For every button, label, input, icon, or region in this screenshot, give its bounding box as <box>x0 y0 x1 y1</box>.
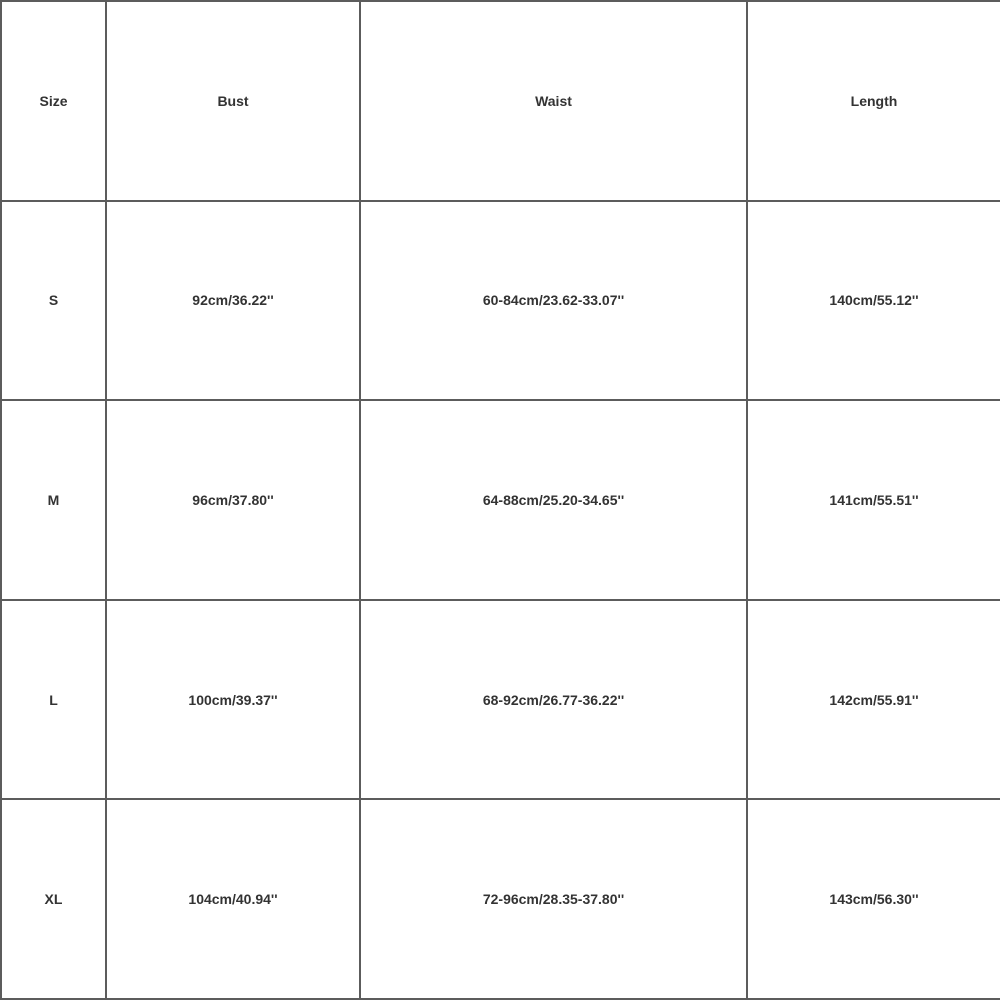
cell-length: 143cm/56.30'' <box>747 799 1000 999</box>
cell-size: L <box>1 600 106 800</box>
table-row <box>1 600 1000 800</box>
cell-size: S <box>1 201 106 401</box>
header-length: Length <box>747 1 1000 201</box>
header-size: Size <box>1 1 106 201</box>
cell-size: XL <box>1 799 106 999</box>
cell-length: 142cm/55.91'' <box>747 600 1000 800</box>
cell-bust: 100cm/39.37'' <box>106 600 360 800</box>
table-row <box>1 201 1000 401</box>
header-bust: Bust <box>106 1 360 201</box>
header-waist: Waist <box>360 1 747 201</box>
table-row <box>1 799 1000 999</box>
cell-waist: 64-88cm/25.20-34.65'' <box>360 400 747 600</box>
cell-bust: 92cm/36.22'' <box>106 201 360 401</box>
cell-length: 141cm/55.51'' <box>747 400 1000 600</box>
cell-bust: 104cm/40.94'' <box>106 799 360 999</box>
cell-size: M <box>1 400 106 600</box>
cell-length: 140cm/55.12'' <box>747 201 1000 401</box>
cell-bust: 96cm/37.80'' <box>106 400 360 600</box>
cell-waist: 72-96cm/28.35-37.80'' <box>360 799 747 999</box>
table-row <box>1 400 1000 600</box>
cell-waist: 60-84cm/23.62-33.07'' <box>360 201 747 401</box>
table-header-row <box>1 1 1000 201</box>
cell-waist: 68-92cm/26.77-36.22'' <box>360 600 747 800</box>
